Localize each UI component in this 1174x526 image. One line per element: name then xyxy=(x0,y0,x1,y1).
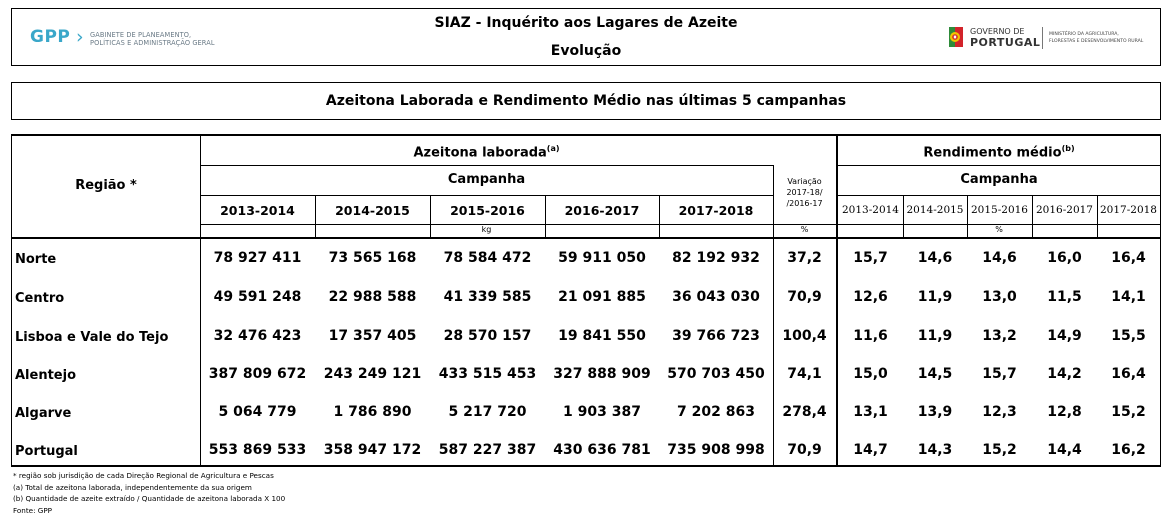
chevron-right-icon: › xyxy=(76,26,84,48)
year-header-kg: 2016-2017 xyxy=(564,203,640,218)
rend-cell: 14,7 xyxy=(853,442,888,458)
kg-cell: 735 908 998 xyxy=(667,442,765,458)
logo-divider xyxy=(1042,27,1043,49)
year-header-kg: 2013-2014 xyxy=(220,203,295,218)
rend-cell: 14,1 xyxy=(1111,289,1146,305)
rend-cell: 15,7 xyxy=(853,250,888,266)
rend-cell: 15,2 xyxy=(982,442,1017,458)
kg-cell: 327 888 909 xyxy=(553,366,651,382)
gpp-logo-line2: POLÍTICAS E ADMINISTRAÇÃO GERAL xyxy=(90,39,215,47)
governo-portugal-logo xyxy=(946,25,1166,57)
kg-cell: 78 584 472 xyxy=(443,250,532,266)
campanha-header-kg: Campanha xyxy=(447,172,526,187)
footnote-source: Fonte: GPP xyxy=(13,506,53,516)
kg-cell: 19 841 550 xyxy=(558,328,646,344)
report-header xyxy=(11,8,1161,66)
table-divider xyxy=(200,195,773,196)
rend-cell: 14,6 xyxy=(917,250,953,266)
region-label: Alentejo xyxy=(15,368,77,383)
kg-cell: 587 227 387 xyxy=(438,442,537,458)
footnote-region: * região sob jurisdição de cada Direção Regional de Agricultura e Pescas xyxy=(13,471,274,480)
kg-cell: 59 911 050 xyxy=(558,250,646,266)
kg-cell: 553 869 533 xyxy=(208,442,307,458)
year-header-rend: 2014-2015 xyxy=(906,204,964,216)
portugal-flag-icon xyxy=(946,25,966,49)
kg-cell: 5 064 779 xyxy=(218,404,297,420)
rend-cell: 15,0 xyxy=(853,366,888,382)
kg-cell: 17 357 405 xyxy=(328,328,417,344)
rend-cell: 13,0 xyxy=(982,289,1017,305)
note-a-marker: (a) xyxy=(546,144,560,153)
rend-cell: 16,0 xyxy=(1047,250,1082,266)
kg-cell: 570 703 450 xyxy=(667,366,765,382)
kg-cell: 41 339 585 xyxy=(443,289,532,305)
rend-cell: 12,3 xyxy=(982,404,1017,420)
variation-label-1: Variação xyxy=(787,177,822,186)
gov-logo-line2: PORTUGAL xyxy=(970,36,1041,49)
kg-cell: 433 515 453 xyxy=(438,366,537,382)
variation-cell: 100,4 xyxy=(782,328,827,344)
variation-cell: 70,9 xyxy=(787,442,822,458)
variation-label-3: /2016-17 xyxy=(786,199,823,208)
year-header-rend: 2013-2014 xyxy=(842,204,899,216)
data-table xyxy=(11,134,1161,467)
rendimento-medio-label: Rendimento médio xyxy=(923,145,1062,161)
kg-cell: 387 809 672 xyxy=(208,366,307,382)
year-header-kg: 2014-2015 xyxy=(335,203,410,218)
year-header-rend: 2016-2017 xyxy=(1036,204,1093,216)
region-label: Centro xyxy=(15,291,65,306)
kg-cell: 7 202 863 xyxy=(677,404,755,420)
rend-cell: 14,2 xyxy=(1047,366,1082,382)
variation-cell: 70,9 xyxy=(787,289,822,305)
report-subtitle: Evolução xyxy=(550,43,622,59)
rend-cell: 12,6 xyxy=(853,289,888,305)
footnote-b: (b) Quantidade de azeite extraído / Quantidade de azeitona laborada X 100 xyxy=(13,494,286,504)
kg-cell: 82 192 932 xyxy=(672,250,760,266)
table-title: Azeitona Laborada e Rendimento Médio nas últimas 5 campanhas xyxy=(11,82,1161,120)
azeitona-laborada-label: Azeitona laborada xyxy=(413,145,547,161)
ministry-line2: FLORESTAS E DESENVOLVIMENTO RURAL xyxy=(1049,39,1144,44)
table-divider xyxy=(12,237,1160,239)
rend-cell: 14,3 xyxy=(917,442,953,458)
kg-cell: 39 766 723 xyxy=(672,328,760,344)
kg-cell: 22 988 588 xyxy=(328,289,417,305)
rendimento-medio-header xyxy=(838,144,1160,160)
footnote-a: (a) Total de azeitona laborada, independentemente da sua origem xyxy=(13,482,252,492)
kg-cell: 21 091 885 xyxy=(558,289,646,305)
table-divider xyxy=(838,195,1160,196)
region-label: Lisboa e Vale do Tejo xyxy=(15,330,169,345)
rend-cell: 14,4 xyxy=(1047,442,1082,458)
azeitona-laborada-header xyxy=(200,144,773,160)
kg-cell: 5 217 720 xyxy=(448,404,527,420)
note-b-marker: (b) xyxy=(1061,144,1075,153)
rend-cell: 11,6 xyxy=(853,328,888,344)
rend-cell: 12,8 xyxy=(1047,404,1082,420)
table-divider xyxy=(773,165,774,465)
year-header-rend: 2017-2018 xyxy=(1100,204,1157,216)
unit-rend-pct: % xyxy=(995,225,1003,234)
gov-logo-line1: GOVERNO DE xyxy=(970,27,1025,36)
kg-cell: 32 476 423 xyxy=(213,328,302,344)
gpp-logo-line1: GABINETE DE PLANEAMENTO, xyxy=(90,31,192,39)
kg-cell: 243 249 121 xyxy=(323,366,422,382)
rend-cell: 14,5 xyxy=(917,366,953,382)
rend-cell: 13,1 xyxy=(853,404,888,420)
rend-cell: 15,5 xyxy=(1111,328,1146,344)
rend-cell: 11,9 xyxy=(917,328,953,344)
kg-cell: 1 786 890 xyxy=(333,404,412,420)
rend-cell: 16,2 xyxy=(1111,442,1146,458)
rend-cell: 14,6 xyxy=(982,250,1017,266)
variation-cell: 74,1 xyxy=(787,366,822,382)
variation-header xyxy=(773,176,836,209)
kg-cell: 430 636 781 xyxy=(553,442,651,458)
ministry-line1: MINISTÉRIO DA AGRICULTURA, xyxy=(1049,32,1119,37)
region-label: Norte xyxy=(15,252,57,267)
kg-cell: 36 043 030 xyxy=(672,289,760,305)
kg-cell: 78 927 411 xyxy=(213,250,302,266)
rend-cell: 13,2 xyxy=(982,328,1017,344)
region-label: Algarve xyxy=(15,406,72,421)
unit-variation-pct: % xyxy=(800,225,809,234)
kg-cell: 73 565 168 xyxy=(328,250,417,266)
table-divider xyxy=(838,165,1160,166)
year-header-rend: 2015-2016 xyxy=(971,204,1028,216)
rend-cell: 16,4 xyxy=(1111,366,1146,382)
variation-cell: 278,4 xyxy=(782,404,827,420)
report-title: SIAZ - Inquérito aos Lagares de Azeite xyxy=(434,15,738,31)
variation-cell: 37,2 xyxy=(787,250,822,266)
rend-cell: 15,7 xyxy=(982,366,1017,382)
year-header-kg: 2017-2018 xyxy=(678,203,754,218)
kg-cell: 49 591 248 xyxy=(213,289,302,305)
rend-cell: 13,9 xyxy=(917,404,953,420)
year-header-kg: 2015-2016 xyxy=(450,203,525,218)
table-divider xyxy=(200,165,773,166)
region-label: Portugal xyxy=(15,444,78,459)
rend-cell: 14,9 xyxy=(1047,328,1082,344)
rend-cell: 16,4 xyxy=(1111,250,1146,266)
kg-cell: 1 903 387 xyxy=(563,404,641,420)
footnotes xyxy=(13,470,285,517)
region-header: Região * xyxy=(75,178,137,193)
rend-cell: 11,9 xyxy=(917,289,953,305)
kg-cell: 28 570 157 xyxy=(443,328,532,344)
rend-cell: 15,2 xyxy=(1111,404,1146,420)
kg-cell: 358 947 172 xyxy=(323,442,422,458)
campanha-header-rend: Campanha xyxy=(960,172,1038,187)
rend-cell: 11,5 xyxy=(1047,289,1082,305)
variation-label-2: 2017-18/ xyxy=(786,188,823,197)
gpp-logo-mark: GPP xyxy=(30,27,71,47)
unit-kg: kg xyxy=(481,225,492,234)
